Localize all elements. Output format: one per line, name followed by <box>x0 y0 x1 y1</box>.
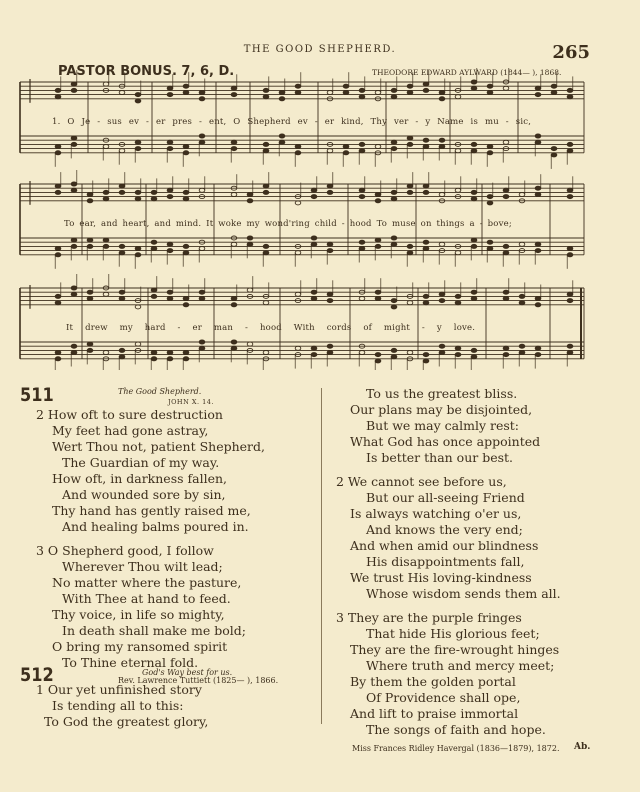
stanza-line: Is tending all to this: <box>52 698 184 713</box>
stanza-line: Thy voice, in life so mighty, <box>52 607 225 622</box>
tune-name: PASTOR BONUS. 7, 6, D. <box>58 64 235 79</box>
stanza-line: With Thee at hand to feed. <box>62 591 231 606</box>
stanza-line: Our plans may be disjointed, <box>350 402 533 417</box>
lyric-line-1: 1. O Je - sus ev - er pres - ent, O Shepherd ev - er kind, Thy ver - y Name is mu - sic, <box>52 117 532 127</box>
stanza-line: Is better than our best. <box>366 450 514 465</box>
stanza-line: No matter where the pasture, <box>52 575 242 590</box>
hymn-511-attribution: Rev. Lawrence Tuttiett (1825— ), 1866. <box>118 676 279 685</box>
stanza-line: In death shall make me bold; <box>62 623 246 638</box>
stanza-line: 3 O Shepherd good, I follow <box>36 543 214 558</box>
stanza-line: But we may calmly rest: <box>366 418 520 433</box>
hymn-number-511: 511 <box>20 384 54 406</box>
column-divider <box>321 388 322 724</box>
stanza-line: By them the golden portal <box>350 674 516 689</box>
stanza-line: But our all-seeing Friend <box>366 490 525 505</box>
composer-credit: THEODORE EDWARD AYLWARD (1844— ), 1868. <box>372 68 562 77</box>
lyric-line-2: To ear, and heart, and mind. It woke my wond'ring child - hood To muse on things a - bove; <box>64 219 512 229</box>
stanza-line: Whose wisdom sends them all. <box>366 586 561 601</box>
stanza-line: What God has once appointed <box>350 434 541 449</box>
stanza-line: And knows the very end; <box>366 522 523 537</box>
stanza-line: And healing balms poured in. <box>62 519 249 534</box>
stanza-line: 2 We cannot see before us, <box>336 474 507 489</box>
stanza-line: Is always watching o'er us, <box>350 506 522 521</box>
stanza-line: How oft, in darkness fallen, <box>52 471 227 486</box>
stanza-line: O bring my ransomed spirit <box>52 639 228 654</box>
stanza-line: Thy hand has gently raised me, <box>52 503 251 518</box>
stanza-line: His disappointments fall, <box>366 554 525 569</box>
stanza-line: We trust His loving-kindness <box>350 570 532 585</box>
stanza-line: To Thine eternal fold. <box>62 655 199 670</box>
hymn-511-reference: JOHN X. 14. <box>168 398 214 406</box>
stanza-line: Wherever Thou wilt lead; <box>62 559 223 574</box>
stanza-line: And wounded sore by sin, <box>62 487 226 502</box>
hymn-512-mark: Ab. <box>574 742 591 752</box>
stanza-line: To God the greatest glory, <box>44 714 209 729</box>
page-number: 265 <box>552 42 590 63</box>
lyric-line-3: It drew my hard - er man - hood With cords of might - y love. <box>66 323 476 333</box>
stanza-line: The Guardian of my way. <box>62 455 220 470</box>
stanza-line: Where truth and mercy meet; <box>366 658 555 673</box>
hymn-number-512: 512 <box>20 664 54 686</box>
running-head: THE GOOD SHEPHERD. <box>243 44 397 55</box>
stanza-line: Wert Thou not, patient Shepherd, <box>52 439 266 454</box>
hymn-512-attribution: Miss Frances Ridley Havergal (1836—1879), 1872. <box>352 744 560 753</box>
stanza-line: Of Providence shall ope, <box>366 690 521 705</box>
hymn-512-title: God's Way best for us. <box>142 668 233 677</box>
stanza-line: My feet had gone astray, <box>52 423 209 438</box>
stanza-line: They are the fire-wrought hinges <box>350 642 560 657</box>
stanza-line: And when amid our blindness <box>350 538 539 553</box>
stanza-line: The songs of faith and hope. <box>366 722 546 737</box>
stanza-line: 1 Our yet unfinished story <box>36 682 202 697</box>
stanza-line: To us the greatest bliss. <box>366 386 518 401</box>
stanza-line: And lift to praise immortal <box>350 706 519 721</box>
stanza-line: 3 They are the purple fringes <box>336 610 522 625</box>
hymn-511-title: The Good Shepherd. <box>118 387 202 396</box>
stanza-line: 2 How oft to sure destruction <box>36 407 223 422</box>
stanza-line: That hide His glorious feet; <box>366 626 540 641</box>
